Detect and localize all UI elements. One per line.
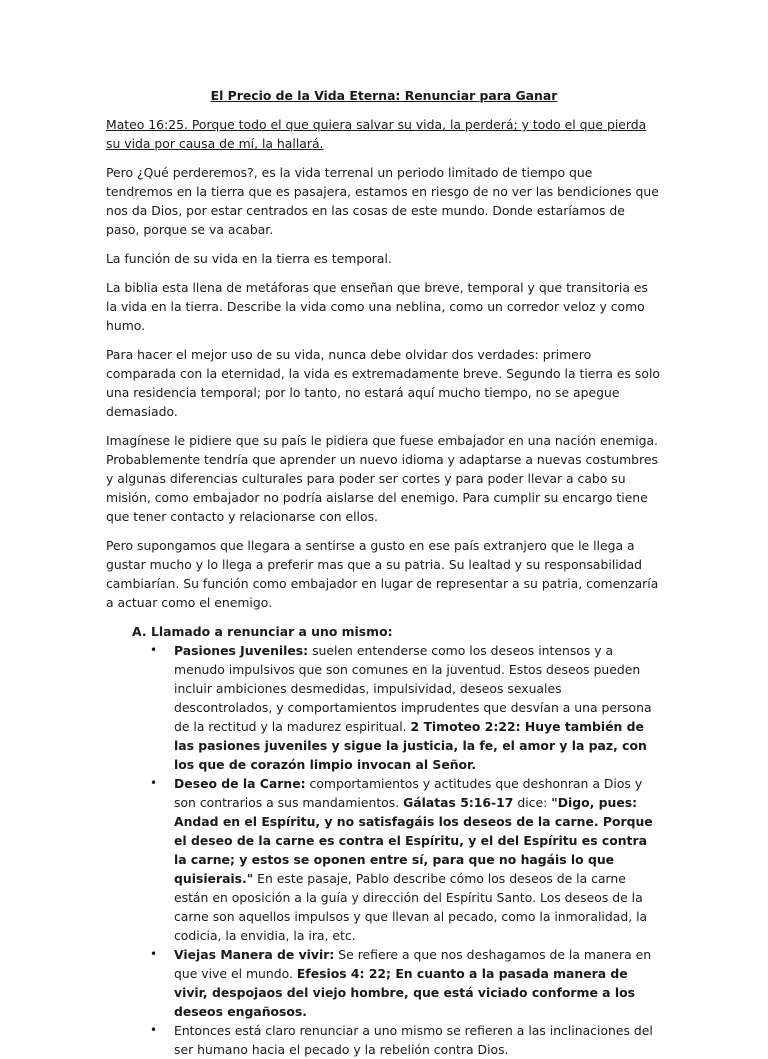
item-text: dice: [513, 795, 552, 810]
section-heading [106, 622, 662, 641]
paragraph: La biblia esta llena de metáforas que enseñan que breve, temporal y que transitoria es la vida en la tierra. Describe la vida como una neblina, como un corredor veloz y como humo. [106, 280, 648, 333]
bullet-icon: • [150, 776, 158, 790]
document-page [106, 86, 662, 1059]
item-text: Se refiere a que nos deshagamos de la manera en que vive el mundo. [174, 947, 652, 981]
item-term: Deseo de la Carne: [174, 776, 306, 791]
item-text: suelen entenderse como los deseos intensos y a menudo impulsivos que son comunes en la juventud. Estos deseos pueden incluir ambiciones desmedidas, impulsividad, deseos sexuales descontrolados, y comportamientos imprudentes que desvían a una persona de la rectitud y la madurez espiritual. [174, 643, 652, 734]
bullet-icon: • [150, 643, 158, 657]
item-text: En este pasaje, Pablo describe cómo los deseos de la carne están en oposición a la guía y dirección del Espíritu Santo. Los deseos de la carne son aquellos impulsos y que llevan al pecado, como la inmoralidad, la codicia, la envidia, la ira, etc. [174, 871, 648, 943]
paragraph: Para hacer el mejor uso de su vida, nunca debe olvidar dos verdades: primero comparada con la eternidad, la vida es extremadamente breve. Segundo la tierra es solo una residencia temporal; por lo tanto, no estará aquí mucho tiempo, no se apegue demasiado. [106, 347, 660, 419]
paragraph: La función de su vida en la tierra es temporal. [106, 251, 392, 266]
item-quote: "Digo, pues: Andad en el Espíritu, y no satisfagáis los deseos de la carne. Porque el deseo de la carne es contra el Espíritu, y el del Espíritu es contra la carne; y estos se oponen entre sí, para que no hagáis lo que quisierais." [174, 795, 653, 886]
list-item [106, 774, 662, 945]
section-a [106, 622, 662, 1059]
list-item [106, 641, 662, 774]
item-term: Pasiones Juveniles: [174, 643, 309, 658]
item-reference: 2 Timoteo 2:22: Huye también de las pasiones juveniles y sigue la justicia, la fe, el amor y la paz, con los que de corazón limpio invocan al Señor. [174, 719, 647, 772]
section-heading-text: Llamado a renunciar a uno mismo: [151, 624, 393, 639]
list-item [106, 945, 662, 1021]
bullet-list [106, 641, 662, 1059]
paragraph: Imagínese le pidiere que su país le pidiera que fuese embajador en una nación enemiga. Probablemente tendría que aprender un nuevo idioma y adaptarse a nuevas costumbres y algunas diferencias culturales para poder ser cortes y para poder llevar a cabo su misión, como embajador no podría aislarse del enemigo. Para cumplir su encargo tiene que tener contacto y relacionarse con ellos. [106, 433, 658, 524]
item-term: Viejas Manera de vivir: [174, 947, 335, 962]
document-title: El Precio de la Vida Eterna: Renunciar para Ganar [210, 88, 558, 103]
paragraph: Pero ¿Qué perderemos?, es la vida terrenal un periodo limitado de tiempo que tendremos en la tierra que es pasajera, estamos en riesgo de no ver las bendiciones que nos da Dios, por estar centrados en las cosas de este mundo. Donde estaríamos de paso, porque se va acabar. [106, 165, 659, 237]
bullet-icon: • [150, 1023, 158, 1037]
item-text: Entonces está claro renunciar a uno mismo se refieren a las inclinaciones del ser humano hacia el pecado y la rebelión contra Dios. [174, 1023, 653, 1057]
item-reference: Gálatas 5:16-17 [403, 795, 514, 810]
item-text: comportamientos y actitudes que deshonran a Dios y son contrarios a sus mandamientos. [174, 776, 643, 810]
bullet-icon: • [150, 947, 158, 961]
list-item [106, 1021, 662, 1059]
opening-verse: Mateo 16:25. Porque todo el que quiera salvar su vida, la perderá; y todo el que pierda su vida por causa de mí, la hallará. [106, 117, 647, 151]
item-reference: Efesios 4: 22; En cuanto a la pasada manera de vivir, despojaos del viejo hombre, que está viciado conforme a los deseos engañosos. [174, 966, 635, 1019]
section-letter: A. [132, 624, 147, 639]
paragraph: Pero supongamos que llegara a sentirse a gusto en ese país extranjero que le llega a gustar mucho y lo llega a preferir mas que a su patria. Su lealtad y su responsabilidad cambiarían. Su función como embajador en lugar de representar a su patria, comenzaría a actuar como el enemigo. [106, 538, 659, 610]
